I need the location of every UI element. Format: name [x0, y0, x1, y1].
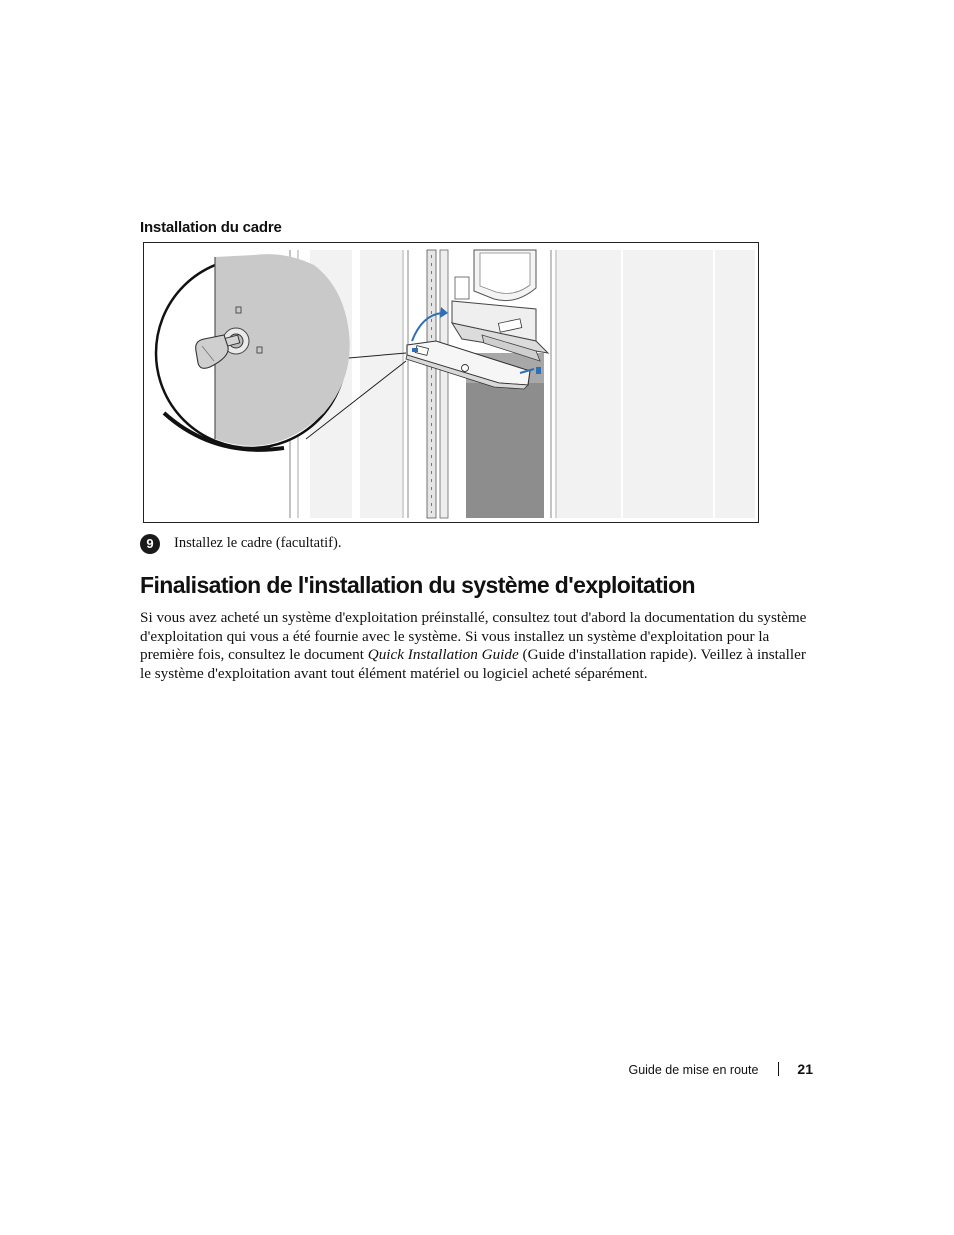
- page-number: 21: [797, 1061, 813, 1077]
- page-footer: [628, 1061, 813, 1077]
- step-text: Installez le cadre (facultatif).: [174, 535, 342, 551]
- footer-separator: [778, 1062, 779, 1076]
- rack-panel: [557, 250, 621, 518]
- paragraph-text: Si vous avez acheté un système d'exploitation préinstallé, consultez tout d'abord la documentation du système d'exploitation qui vous a été fournie avec le système. Si vous installez un système d'exploitation pour la première fois, consultez le document: [140, 609, 807, 664]
- rack-rail: [427, 250, 448, 518]
- rack-interior: [466, 383, 544, 518]
- bezel-illustration: [144, 243, 758, 522]
- document-title-italic: Quick Installation Guide: [367, 646, 519, 664]
- rack-panel: [715, 250, 755, 518]
- section-heading: Finalisation de l'installation du système d'exploitation: [140, 572, 695, 598]
- rack-panel: [623, 250, 713, 518]
- figure-caption: Installation du cadre: [140, 219, 282, 236]
- step-number-badge: 9: [140, 534, 160, 554]
- paragraph-text: (Guide d'installation rapide). Veillez à installer le système d'exploitation avant tout élément matériel ou logiciel acheté séparément.: [140, 646, 806, 682]
- server-chassis: [452, 250, 548, 361]
- footer-guide-title: Guide de mise en route: [628, 1063, 759, 1077]
- rack-panel: [360, 250, 402, 518]
- section-paragraph: [140, 609, 820, 683]
- bezel-installation-figure: [143, 242, 759, 523]
